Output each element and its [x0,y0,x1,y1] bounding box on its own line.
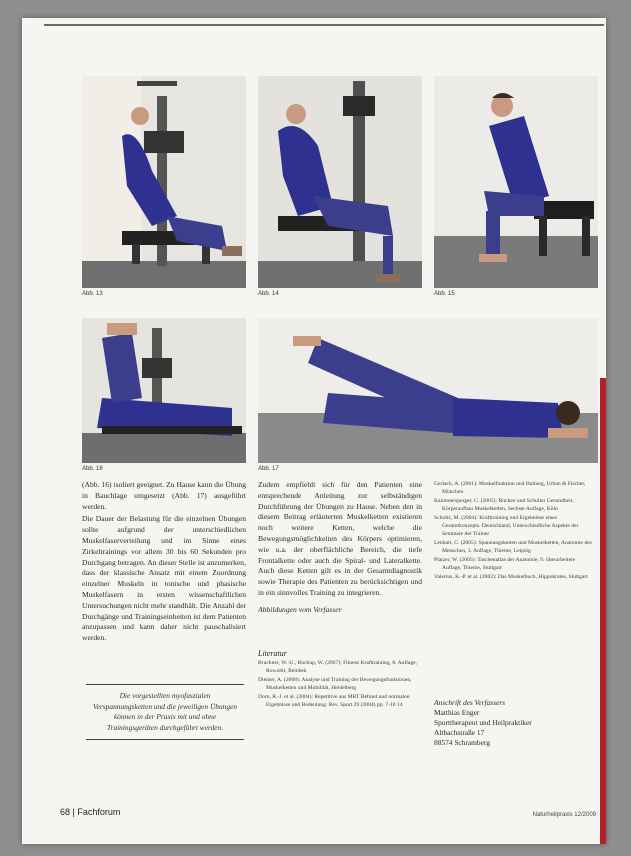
caption-abb-13: Abb. 13 [82,291,103,297]
reference-item: Valerius, K.-P. et al. (2002): Das Muskelbuch, Hippokrates, Stuttgart [434,574,588,580]
photo-abb-15 [434,76,598,288]
photo-credit: Abbildungen vom Verfasser [258,604,342,614]
author-street: Altbachstraße 17 [434,728,485,737]
reference-item: Kaimmersperger, C. (2005): Rücken und Schulter Gesundheit, Körperaufbau Muskelketten, Sechste Auflage, Köln [434,498,574,512]
top-rule [44,24,604,26]
magazine-page [22,18,606,844]
photo-abb-16 [82,318,246,463]
caption-abb-14: Abb. 14 [258,291,279,297]
paragraph: (Abb. 16) isoliert geeignet. Zu Hause kann die Übung in Bauchlage umgesetzt (Abb. 17) ausgeführt werden. [82,480,246,511]
caption-abb-15: Abb. 15 [434,291,455,297]
author-heading: Anschrift des Verfassers [434,698,506,707]
reference-item: Dorn, R.-J. et al. (2004): Repetitive aus MRT Befund und normalen Ergebnisse und Bedeutung. Rev. Sport 29 (2004) pp. 7-10 14 [258,694,410,708]
body-column-2 [258,480,422,618]
reference-item: Platzer, W. (2005): Taschenatlas der Anatomie, 9. überarbeitete Auflage, Thieme, Stuttgart [434,557,576,571]
body-column-1 [82,480,246,646]
reference-item: Diemer, A. (2008): Analyse und Training der Bewegungsfunktionen, Muskelketten und Mobilität, Heidelberg [258,677,412,691]
photo-abb-17 [258,318,598,463]
literature-heading: Literatur [258,649,287,658]
red-edge-bar [600,378,606,844]
paragraph: Zudem empfiehlt sich für den Patienten eine entsprechende Anleitung zur selbständigen Durchführung der Übungen zu Hause. Neben den in diesem Beitrag erläuterten Muskelketten existieren noch weitere Ketten, welche die Bewegungsmöglichkeiten des Körpers optimieren, wie u.a. der oberflächliche Bereich, die tiefe Frontalkette oder auch die Spiral- und Lateralkette. Auch diese Ketten gilt es in der Gesamtdiagnostik sowie Therapie des Patienten zu berücksichtigen und in ein sinnvolles Training zu integrieren. [258,480,422,597]
journal-issue: Naturheilpraxis 12/2009 [532,812,596,818]
author-address [434,698,599,748]
caption-abb-16: Abb. 16 [82,466,103,472]
author-city: 88574 Schramberg [434,738,490,747]
reference-item: Lenhart, C. (2005): Spannungsketten und Muskelketten, Anatomie des Menschen, 3. Auflage, Thieme, Leipzig [434,540,592,554]
caption-abb-17: Abb. 17 [258,466,279,472]
literature-list-right [434,480,594,582]
photo-abb-13 [82,76,246,288]
literature-list [258,650,422,710]
reference-item: Gerlach, A. (2001): Muskelfunktion und Haltung, Urban & Fischer, München [434,481,586,495]
pull-quote: Die vorgestellten myofaszialen Verspannungsketten und die jeweiligen Übungen können in der Praxis mit und ohne Trainingsgeräten durchgeführt werden. [86,684,244,740]
author-title: Sporttherapeut und Heilpraktiker [434,718,532,727]
author-name: Matthias Enger [434,708,480,717]
paragraph: Die Dauer der Belastung für die einzelnen Übungen sollte aufgrund der unterschiedlichen Muskelfaserverteilung und im Sinne eines Zirkeltrainings vor allem 30 bis 60 Sekunden pro Durchgang betragen. An dieser Stelle ist anzumerken, dass der klassische Ansatz mit einem Zuordnung einzelner Muskeln in tonische und phasische Muskelfasern in ersten wissenschaftlichen Untersuchungen nicht mehr standhält. Die Anzahl der Durchgänge und Trainingseinheiten ist dem Patienten anzupassen und kann daher nicht pauschalisiert werden. [82,514,246,643]
reference-item: Bruckner, W.-U., Buckup, W. (2007): Fitness Krafttraining, 8. Auflage, Rowohlt, Reinbek [258,660,418,674]
photo-abb-14 [258,76,422,288]
page-number-section: 68 | Fachforum [60,807,121,817]
reference-item: Schultz, M. (2004): Krafttraining und Ergebnisse eines Gesamtkonzepts. Deutschland, Unterschiedliche Aspekte der Seminare der Trainer [434,515,579,537]
